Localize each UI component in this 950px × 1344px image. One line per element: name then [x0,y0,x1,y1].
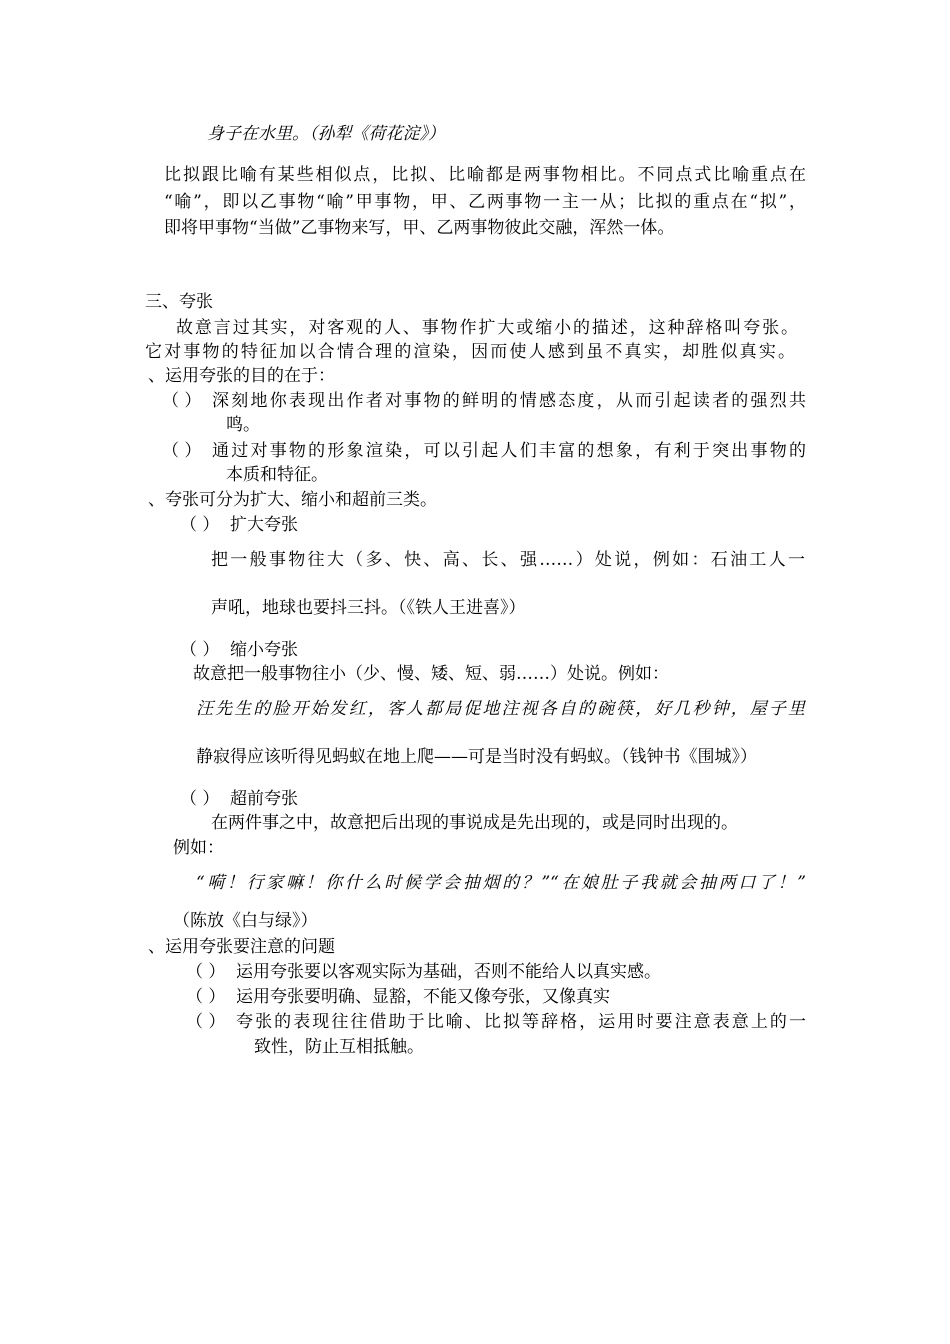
list-marker: （ ） [162,441,202,461]
example-line: 声吼，地球也要抖三抖。（《铁人王进喜》） [211,598,526,618]
list-item: 夸张的表现往往借助于比喻、比拟等辞格，运用时要注意表意上的一 [236,1012,806,1032]
example-line: 静寂得应该听得见蚂蚁在地上爬——可是当时没有蚂蚁。（钱钟书《围城》） [196,747,757,767]
list-marker: （ ） [180,640,220,660]
paragraph-line: 故意把一般事物往小（少、慢、矮、短、弱……）处说。例如： [193,664,669,684]
list-item: 本质和特征。 [226,465,328,485]
list-item: 运用夸张要以客观实际为基础，否则不能给人以真实感。 [236,962,661,982]
list-marker: （ ） [180,515,220,535]
paragraph-line: 例如： [173,838,224,858]
list-item: 深刻地你表现出作者对事物的鲜明的情感态度，从而引起读者的强烈共 [212,391,806,411]
section-heading: 三、夸张 [145,292,213,312]
subsection-heading: 、夸张可分为扩大、缩小和超前三类。 [148,490,437,510]
subsection-heading: 、运用夸张的目的在于： [148,366,335,386]
list-item: 超前夸张 [230,789,298,809]
paragraph-line: 比拟跟比喻有某些相似点，比拟、比喻都是两事物相比。不同点式比喻重点在 [164,165,806,185]
list-item: 扩大夸张 [230,515,298,535]
list-item: 缩小夸张 [230,640,298,660]
paragraph-line: 即将甲事物“当做”乙事物来写，甲、乙两事物彼此交融，浑然一体。 [164,218,675,238]
list-item: 通过对事物的形象渲染，可以引起人们丰富的想象，有利于突出事物的 [212,441,806,461]
example-line: 把一般事物往大（多、快、高、长、强……）处说，例如：石油工人一 [211,550,805,570]
subsection-heading: 、运用夸张要注意的问题 [148,937,335,957]
paragraph-line: 故意言过其实，对客观的人、事物作扩大或缩小的描述，这种辞格叫夸张。 [176,318,798,338]
paragraph-line: 它对事物的特征加以合情合理的渲染，因而使人感到虽不真实，却胜似真实。 [145,342,795,362]
paragraph-line: 在两件事之中，故意把后出现的事说成是先出现的，或是同时出现的。 [211,813,738,833]
list-item: 鸣。 [226,415,260,435]
list-marker: （ ） [162,391,202,411]
list-marker: （ ） [180,789,220,809]
list-marker: （ ） [186,1012,226,1032]
list-marker: （ ） [186,987,226,1007]
list-marker: （ ） [186,962,226,982]
example-line: “嗬！行家嘛！你什么时候学会抽烟的？”“在娘肚子我就会抽两口了！” [196,873,806,893]
citation-line: （陈放《白与绿》） [173,911,318,931]
list-item: 运用夸张要明确、显豁，不能又像夸张，又像真实 [236,987,610,1007]
quote-line: 身子在水里。（孙犁《荷花淀》） [207,124,445,144]
paragraph-line: “喻”，即以乙事物“喻”甲事物，甲、乙两事物一主一从；比拟的重点在“拟”， [164,192,806,212]
example-line: 汪先生的脸开始发红，客人都局促地注视各自的碗筷，好几秒钟，屋子里 [196,699,805,719]
list-item: 致性，防止互相抵触。 [254,1037,424,1057]
